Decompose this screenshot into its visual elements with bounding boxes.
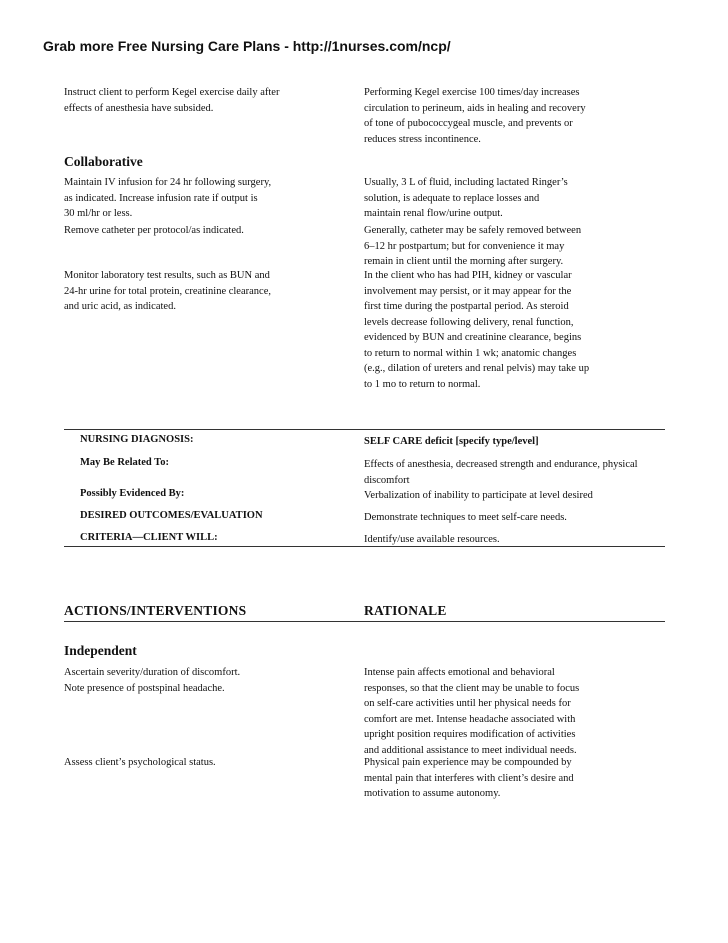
text-line: In the client who has had PIH, kidney or vascular	[364, 270, 572, 281]
actions-column-header: ACTIONS/INTERVENTIONS	[64, 603, 247, 618]
page-header-title: Grab more Free Nursing Care Plans - http://1nurses.com/ncp/	[43, 38, 451, 54]
evidenced-by-label: Possibly Evidenced By:	[80, 488, 185, 499]
rationale-text	[364, 85, 664, 147]
text-line: reduces stress incontinence.	[364, 133, 481, 145]
text-line: circulation to perineum, aids in healing and recovery	[364, 102, 586, 114]
text-line: (e.g., dilation of ureters and renal pelvis) may take up	[364, 363, 590, 374]
text-line: to return to normal within 1 wk; anatomic changes	[364, 347, 577, 359]
rationale-text	[364, 223, 664, 270]
collaborative-heading: Collaborative	[64, 154, 143, 169]
text-line: Intense pain affects emotional and behavioral	[364, 667, 555, 678]
text-line: effects of anesthesia have subsided.	[64, 102, 214, 114]
related-to-value	[364, 457, 638, 488]
text-line: motivation to assume autonomy.	[364, 788, 501, 799]
divider	[64, 621, 665, 622]
text-line: solution, is adequate to replace losses and	[364, 192, 540, 204]
divider	[64, 429, 665, 430]
text-line: Instruct client to perform Kegel exercise daily after	[64, 87, 280, 98]
text-line: maintain renal flow/urine output.	[364, 208, 503, 219]
evidenced-by-value: Verbalization of inability to participate at level desired	[364, 490, 593, 501]
rationale-column-header: RATIONALE	[364, 603, 447, 618]
text-line: Assess client’s psychological status.	[64, 757, 216, 768]
text-line: of tone of pubococcygeal muscle, and prevents or	[364, 118, 573, 129]
criteria-value: Identify/use available resources.	[364, 534, 500, 545]
text-line: and uric acid, as indicated.	[64, 301, 176, 312]
rationale-text	[364, 268, 664, 392]
text-line: levels decrease following delivery, renal function,	[364, 316, 574, 328]
text-line: comfort are met. Intense headache associated with	[364, 713, 576, 725]
rationale-text	[364, 755, 664, 802]
text-line: 6–12 hr postpartum; but for convenience it may	[364, 240, 565, 252]
text-line: as indicated. Increase infusion rate if output is	[64, 192, 258, 204]
text-line: Ascertain severity/duration of discomfort.	[64, 667, 241, 678]
action-text	[64, 665, 354, 696]
text-line: Effects of anesthesia, decreased strength and endurance, physical	[364, 459, 638, 470]
action-text	[64, 268, 354, 315]
text-line: Performing Kegel exercise 100 times/day increases	[364, 87, 580, 98]
nursing-diagnosis-value: SELF CARE deficit [specify type/level]	[364, 436, 539, 447]
text-line: upright position requires modification of activities	[364, 729, 576, 740]
text-line: 24-hr urine for total protein, creatinine clearance,	[64, 285, 271, 297]
divider	[64, 546, 665, 547]
text-line: to 1 mo to return to normal.	[364, 378, 481, 390]
independent-heading: Independent	[64, 643, 137, 658]
text-line: and additional assistance to meet individual needs.	[364, 744, 577, 756]
action-text	[64, 175, 354, 222]
text-line: mental pain that interferes with client’s desire and	[364, 772, 574, 784]
text-line: Physical pain experience may be compounded by	[364, 757, 572, 768]
text-line: involvement may persist, or it may appear for the	[364, 285, 572, 297]
rationale-text	[364, 175, 664, 222]
text-line: evidenced by BUN and creatinine clearance, begins	[364, 332, 582, 343]
text-line: first time during the postpartal period. As steroid	[364, 301, 569, 312]
text-line: Remove catheter per protocol/as indicated.	[64, 225, 244, 236]
text-line: 30 ml/hr or less.	[64, 208, 133, 219]
desired-outcomes-label: DESIRED OUTCOMES/EVALUATION	[80, 510, 263, 521]
nursing-diagnosis-label: NURSING DIAGNOSIS:	[80, 434, 194, 445]
action-text	[64, 223, 354, 239]
rationale-text	[364, 665, 664, 758]
text-line: discomfort	[364, 474, 410, 486]
text-line: Generally, catheter may be safely removed between	[364, 225, 582, 236]
text-line: responses, so that the client may be unable to focus	[364, 682, 580, 694]
text-line: on self-care activities until her physical needs for	[364, 698, 571, 709]
action-text	[64, 755, 354, 771]
text-line: Usually, 3 L of fluid, including lactated Ringer’s	[364, 177, 568, 188]
action-text	[64, 85, 354, 116]
related-to-label: May Be Related To:	[80, 457, 169, 468]
text-line: Maintain IV infusion for 24 hr following surgery,	[64, 177, 272, 188]
text-line: Monitor laboratory test results, such as BUN and	[64, 270, 270, 281]
criteria-label: CRITERIA—CLIENT WILL:	[80, 532, 218, 543]
desired-outcomes-value: Demonstrate techniques to meet self-care needs.	[364, 512, 567, 523]
text-line: Note presence of postspinal headache.	[64, 682, 225, 694]
text-line: remain in client until the morning after surgery.	[364, 256, 564, 267]
